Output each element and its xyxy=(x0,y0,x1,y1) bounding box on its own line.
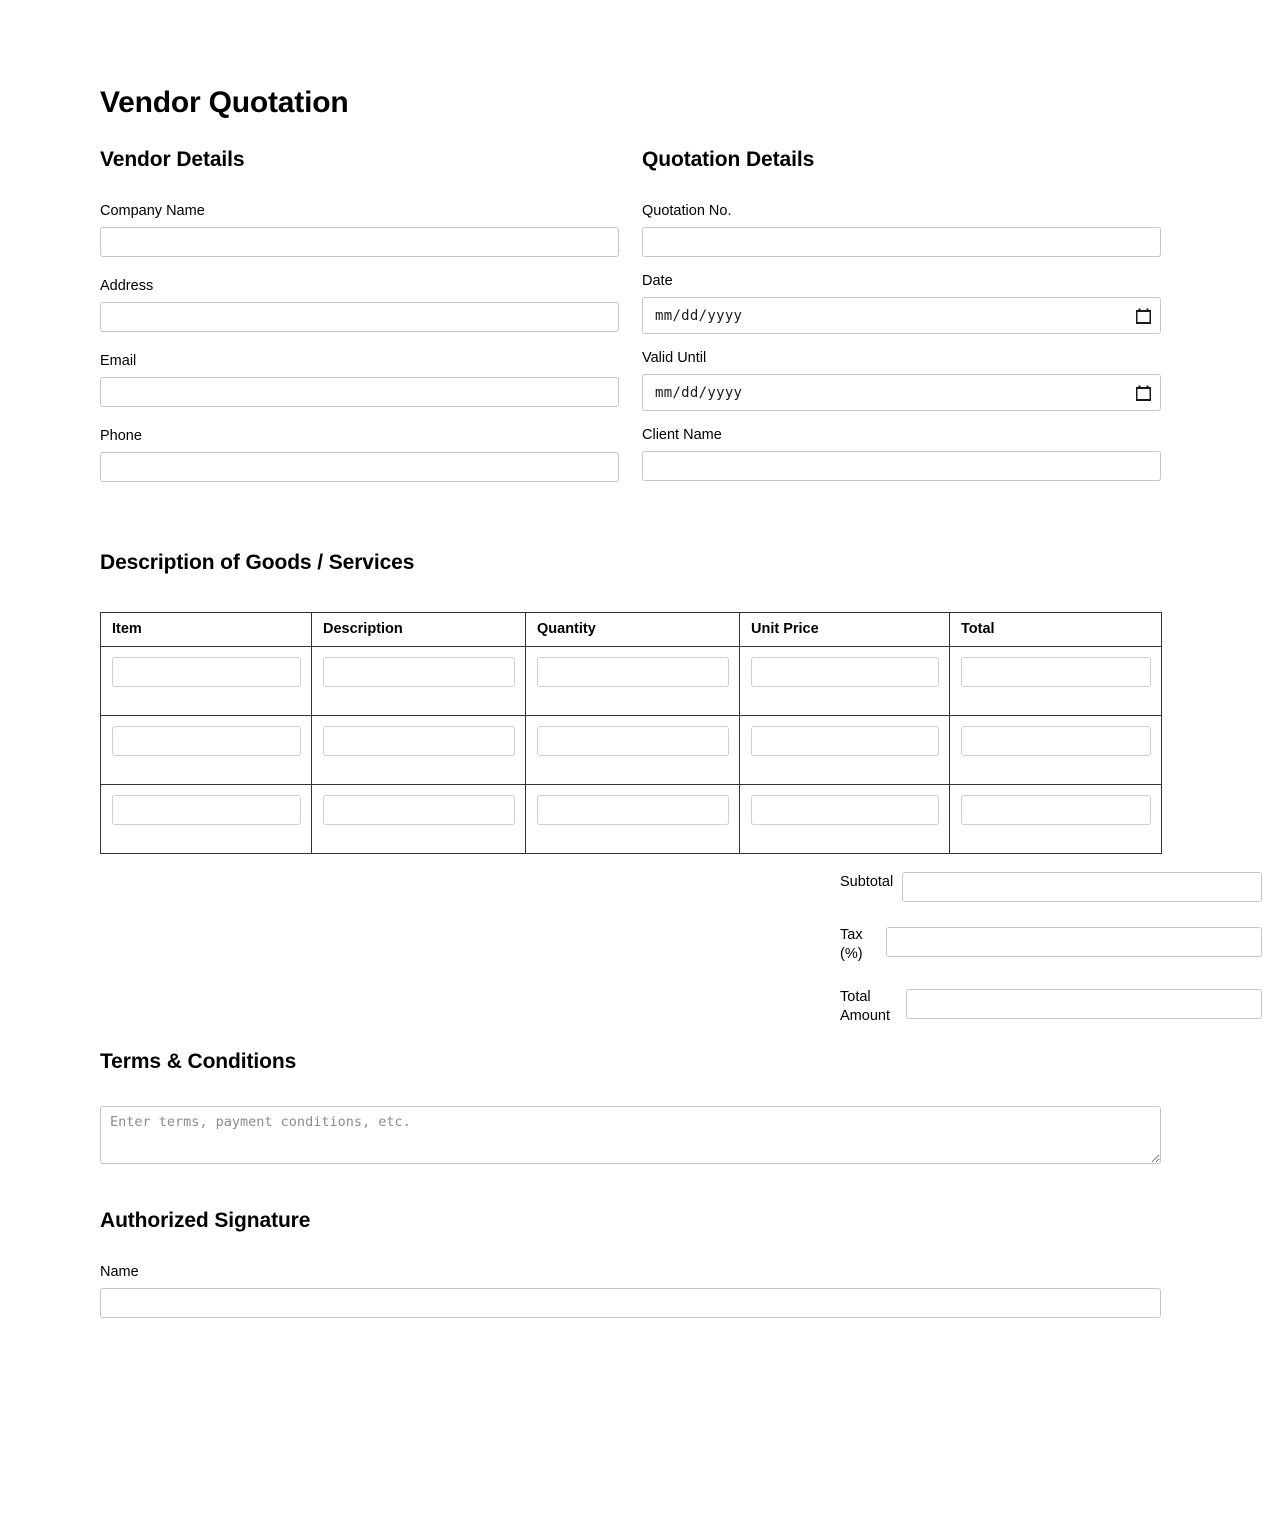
cell-unit-price xyxy=(740,647,950,716)
goods-table xyxy=(100,612,1162,854)
cell-quantity xyxy=(526,785,740,854)
cell-unit-price xyxy=(740,716,950,785)
table-header-row xyxy=(101,613,1162,647)
signature-heading: Authorized Signature xyxy=(100,1209,311,1232)
cell-description xyxy=(312,647,526,716)
field-valid-until xyxy=(642,350,1161,411)
tax-input[interactable] xyxy=(886,927,1262,957)
subtotal-input[interactable] xyxy=(902,872,1262,902)
cell-total xyxy=(950,716,1162,785)
calendar-icon[interactable] xyxy=(1136,385,1151,401)
row-0-quantity-input[interactable] xyxy=(537,657,729,687)
vendor-details-heading: Vendor Details xyxy=(100,148,245,171)
row-2-quantity-input[interactable] xyxy=(537,795,729,825)
client-name-input[interactable] xyxy=(642,451,1161,481)
client-name-label: Client Name xyxy=(642,427,722,444)
cell-unit-price xyxy=(740,785,950,854)
field-quotation-no xyxy=(642,203,1161,257)
row-1-total-input[interactable] xyxy=(961,726,1151,756)
subtotal-label: Subtotal xyxy=(840,874,894,890)
date-input[interactable] xyxy=(642,297,1161,334)
signature-section xyxy=(100,1209,1162,1318)
cell-description xyxy=(312,785,526,854)
terms-heading: Terms & Conditions xyxy=(100,1050,297,1073)
row-2-description-input[interactable] xyxy=(323,795,515,825)
details-columns xyxy=(100,148,1162,482)
table-row xyxy=(101,716,1162,785)
quotation-details-column xyxy=(642,148,1161,482)
signature-name-input[interactable] xyxy=(100,1288,1161,1318)
valid-until-input[interactable] xyxy=(642,374,1161,411)
column-header-unit-price: Unit Price xyxy=(740,613,950,647)
email-input[interactable] xyxy=(100,377,619,407)
row-0-description-input[interactable] xyxy=(323,657,515,687)
calendar-icon[interactable] xyxy=(1136,308,1151,324)
date-label: Date xyxy=(642,273,673,290)
address-label: Address xyxy=(100,278,154,295)
company-name-label: Company Name xyxy=(100,203,205,220)
total-amount-row xyxy=(840,987,1262,1026)
column-header-total: Total xyxy=(950,613,1162,647)
terms-textarea[interactable] xyxy=(100,1106,1161,1164)
company-name-input[interactable] xyxy=(100,227,619,257)
cell-description xyxy=(312,716,526,785)
cell-item xyxy=(101,647,312,716)
row-1-quantity-input[interactable] xyxy=(537,726,729,756)
address-input[interactable] xyxy=(100,302,619,332)
cell-quantity xyxy=(526,647,740,716)
cell-total xyxy=(950,647,1162,716)
row-0-unit-price-input[interactable] xyxy=(751,657,939,687)
cell-quantity xyxy=(526,716,740,785)
cell-item xyxy=(101,716,312,785)
vendor-details-column xyxy=(100,148,619,482)
signature-name-label: Name xyxy=(100,1264,139,1281)
quotation-details-heading: Quotation Details xyxy=(642,148,815,171)
row-1-unit-price-input[interactable] xyxy=(751,726,939,756)
valid-until-format-hint: mm/dd/yyyy xyxy=(655,384,743,401)
row-2-total-input[interactable] xyxy=(961,795,1151,825)
quotation-no-input[interactable] xyxy=(642,227,1161,257)
row-1-description-input[interactable] xyxy=(323,726,515,756)
column-header-quantity: Quantity xyxy=(526,613,740,647)
table-row xyxy=(101,647,1162,716)
row-0-item-input[interactable] xyxy=(112,657,301,687)
goods-section-heading: Description of Goods / Services xyxy=(100,551,415,574)
totals-section xyxy=(840,872,1262,1026)
tax-row xyxy=(840,925,1262,964)
column-header-description: Description xyxy=(312,613,526,647)
field-date xyxy=(642,273,1161,334)
table-row xyxy=(101,785,1162,854)
field-phone xyxy=(100,428,619,482)
column-header-item: Item xyxy=(101,613,312,647)
field-client-name xyxy=(642,427,1161,481)
field-email xyxy=(100,353,619,407)
row-2-unit-price-input[interactable] xyxy=(751,795,939,825)
date-format-hint: mm/dd/yyyy xyxy=(655,307,743,324)
phone-input[interactable] xyxy=(100,452,619,482)
cell-total xyxy=(950,785,1162,854)
field-address xyxy=(100,278,619,332)
total-amount-input[interactable] xyxy=(906,989,1262,1019)
page-title: Vendor Quotation xyxy=(100,86,349,119)
email-label: Email xyxy=(100,353,137,370)
row-2-item-input[interactable] xyxy=(112,795,301,825)
row-1-item-input[interactable] xyxy=(112,726,301,756)
cell-item xyxy=(101,785,312,854)
terms-section xyxy=(100,1050,1162,1164)
total-amount-label: Total Amount xyxy=(840,989,890,1024)
quotation-no-label: Quotation No. xyxy=(642,203,732,220)
row-0-total-input[interactable] xyxy=(961,657,1151,687)
subtotal-row xyxy=(840,872,1262,902)
phone-label: Phone xyxy=(100,428,142,445)
field-company-name xyxy=(100,203,619,257)
valid-until-label: Valid Until xyxy=(642,350,707,367)
tax-label: Tax (%) xyxy=(840,927,863,962)
goods-section xyxy=(100,551,1162,854)
